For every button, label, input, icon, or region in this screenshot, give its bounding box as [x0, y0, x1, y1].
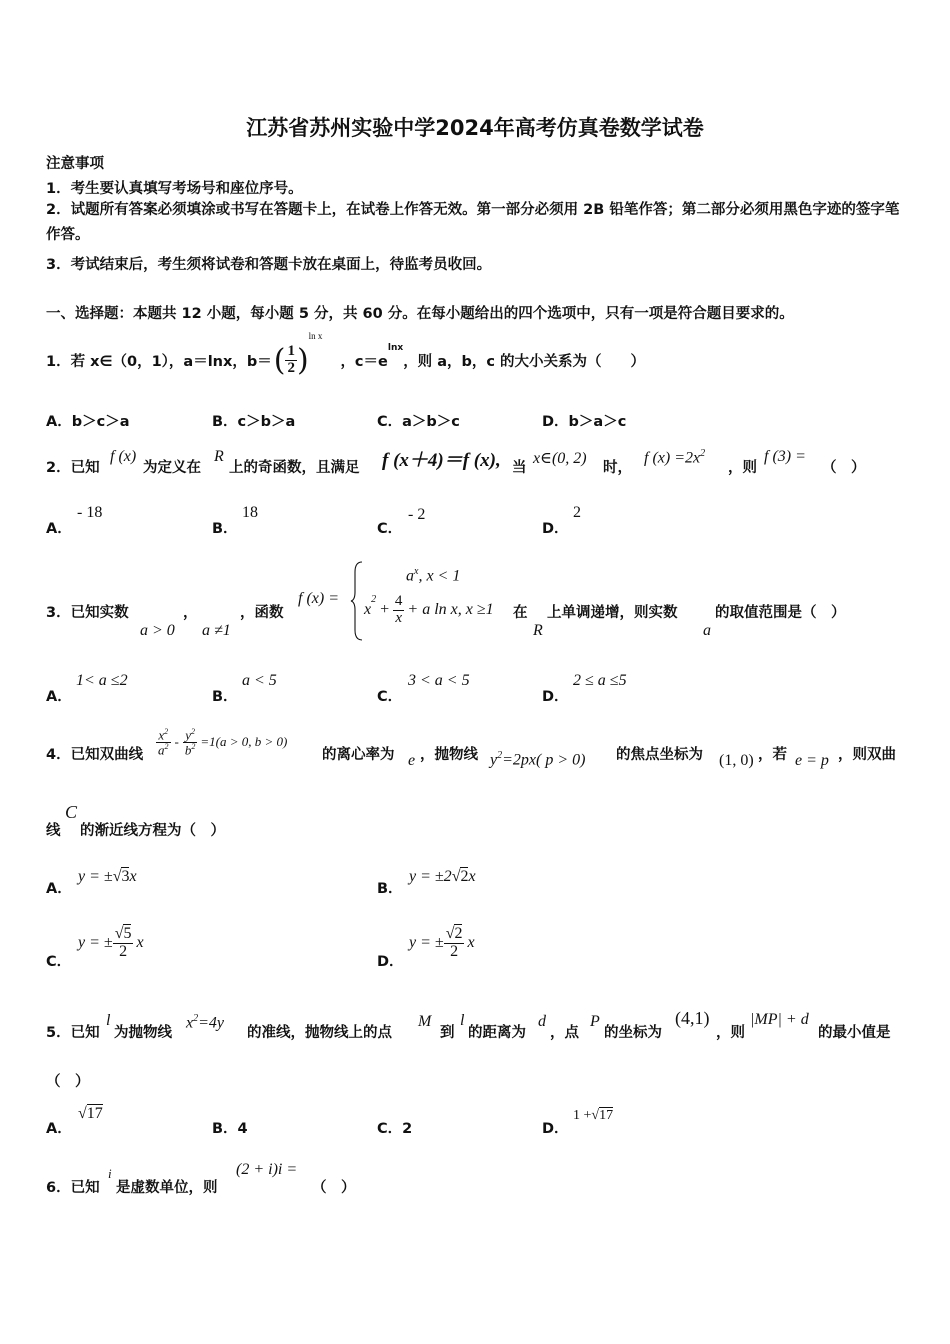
q4-parabola — [490, 750, 585, 769]
notice-heading: 注意事项 — [46, 156, 104, 172]
q5-text-3: 的准线，抛物线上的点 — [247, 1025, 392, 1041]
q3-text-5: 的取值范围是（ ） — [715, 605, 846, 621]
q2-text-7: （ ） — [822, 460, 866, 476]
q1-option-b[interactable]: B．c＞b＞a — [212, 414, 296, 430]
q5-d-pre: 1 + — [573, 1108, 592, 1123]
q4-option-a-value[interactable]: y = ±√3x — [78, 868, 137, 885]
q1-option-d[interactable]: D．b＞a＞c — [542, 414, 627, 430]
q5-text-4: 到 — [440, 1025, 455, 1041]
q4-c-den: 2 — [119, 942, 128, 960]
q5-eq-sup: 2 — [193, 1013, 199, 1024]
q3-option-c-letter[interactable]: C． — [377, 689, 403, 705]
notice-item-1: 1．考生要认真填写考场号和座位序号。 — [46, 181, 303, 197]
q4-hyperbola-eq — [156, 728, 287, 757]
q3-option-a-letter[interactable]: A． — [46, 689, 72, 705]
q5-l: l — [106, 1012, 111, 1029]
page-title: 江苏省苏州实验中学2024年高考仿真卷数学试卷 — [246, 116, 704, 140]
q2-text-1: 2．已知 — [46, 460, 100, 476]
q2-text-5: 时， — [603, 460, 632, 476]
q2-definition — [644, 448, 705, 467]
q3-case2-rest: + a ln x, x ≥1 — [407, 601, 494, 619]
q3-a-gt-0: a > 0 — [140, 622, 175, 639]
q1-option-c[interactable]: C．a＞b＞c — [377, 414, 460, 430]
q4-a-post: x — [129, 868, 137, 885]
q3-case1-cond: , x < 1 — [418, 567, 461, 585]
q5-option-d-value[interactable]: 1 +√17 — [573, 1108, 614, 1123]
q3-case2-num: 4 — [394, 593, 403, 609]
q4-frac-y — [183, 728, 198, 757]
q5-text-7: 的坐标为 — [604, 1025, 662, 1041]
q6-expr: (2 + i)i = — [236, 1161, 298, 1178]
q2-text-3: 上的奇函数，且满足 — [229, 460, 360, 476]
q4-option-c-letter[interactable]: C． — [46, 954, 72, 970]
q5-option-c[interactable]: C．2 — [377, 1121, 413, 1137]
q4-parab-rest: =2px( p > 0) — [502, 751, 586, 769]
q2-ask: f (3) = — [764, 448, 806, 465]
q4-text-8: 的渐近线方程为（ ） — [80, 823, 225, 839]
q1-c-exponent: lnx — [387, 343, 404, 353]
notice-item-2: 2．试题所有答案必须填涂或书写在答题卡上，在试卷上作答无效。第一部分必须用 2B 铅笔作答；第二部分必须用黑色字迹的签字笔作答。 — [46, 202, 900, 243]
q3-case2-x: x — [364, 601, 372, 619]
q1-text-3: ，则 a，b，c 的大小关系为（ ） — [403, 353, 646, 370]
q3-option-a-value[interactable]: 1< a ≤2 — [76, 672, 128, 689]
q1-paren-right: ) — [296, 342, 309, 378]
q4-e: e — [408, 752, 416, 769]
q4-c-pre: y = ± — [78, 934, 113, 952]
q3-text-1: 3．已知实数 — [46, 605, 129, 621]
q3-text-4: 上单调递增，则实数 — [547, 605, 678, 621]
q4-x-sup: 2 — [164, 727, 169, 736]
q4-text-3: ，抛物线 — [420, 747, 478, 763]
q3-case2-plus: + — [379, 601, 390, 619]
q4-e-eq-p: e = p — [795, 752, 829, 769]
q4-b-rad: 2 — [460, 868, 469, 885]
q5-text-2: 为抛物线 — [114, 1025, 172, 1041]
q5-eq-x: x — [186, 1014, 194, 1032]
q3-case1-base: a — [406, 567, 414, 585]
q2-text-4: 当 — [512, 460, 527, 476]
q4-text-4: 的焦点坐标为 — [616, 747, 703, 763]
q4-option-d-letter[interactable]: D． — [377, 954, 404, 970]
notice-item-3: 3．考试结束后，考生须将试卷和答题卡放在桌面上，待监考员收回。 — [46, 257, 492, 273]
q4-option-d-value[interactable]: y = ± $\frac{√2}{2}$ x — [409, 925, 475, 960]
q1-half-num: 1 — [287, 342, 295, 359]
q5-P: P — [590, 1013, 600, 1030]
q5-text-1: 5．已知 — [46, 1025, 100, 1041]
q2-def-body: f (x) =2x — [644, 449, 701, 467]
q4-text-1: 4．已知双曲线 — [46, 747, 144, 763]
q2-option-d-letter[interactable]: D． — [542, 521, 569, 537]
q5-M: M — [418, 1013, 432, 1030]
q4-b-sup: 2 — [191, 741, 196, 751]
q3-text-2: ，函数 — [240, 605, 284, 621]
q4-a-pre: y = ± — [78, 868, 113, 885]
q4-option-b-letter[interactable]: B． — [377, 881, 403, 897]
q2-R: R — [214, 448, 224, 465]
q5-eq-rest: =4y — [198, 1014, 225, 1032]
q4-b-pre: y = ±2 — [409, 868, 452, 885]
q6-text-1: 6．已知 — [46, 1180, 100, 1196]
q4-y: y — [185, 727, 191, 743]
q5-option-b[interactable]: B．4 — [212, 1121, 248, 1137]
q4-C: C — [65, 802, 78, 822]
q2-option-b-letter[interactable]: B． — [212, 521, 238, 537]
q4-a-rad: 3 — [121, 868, 130, 885]
q5-d: d — [538, 1013, 546, 1030]
q2-option-d-value[interactable]: 2 — [573, 504, 581, 521]
q5-coord: (4,1) — [675, 1008, 710, 1028]
q3-a-ne-1: a ≠1 — [202, 622, 231, 639]
q3-text-3: 在 — [513, 605, 528, 621]
q5-text-9: 的最小值是 — [818, 1025, 891, 1041]
q3-piecewise-brace — [350, 560, 364, 642]
q4-d-rad: 2 — [454, 925, 463, 942]
q2-text-6: ，则 — [728, 460, 757, 476]
q2-def-sup: 2 — [700, 448, 706, 459]
q5-d-rad: 17 — [599, 1108, 614, 1123]
q6-i: i — [108, 1166, 112, 1181]
q4-b-post: x — [468, 868, 476, 885]
q1-fraction-half — [285, 344, 297, 377]
q5-text-5: 的距离为 — [468, 1025, 526, 1041]
q4-a-sup: 2 — [164, 741, 169, 751]
q2-fx: f (x) — [110, 448, 137, 465]
q3-option-b-value[interactable]: a < 5 — [242, 672, 277, 689]
q2-range: x∈(0, 2) — [533, 450, 587, 467]
q3-a: a — [703, 622, 711, 639]
q4-option-c-value[interactable]: y = ± $\frac{√5}{2}$ x — [78, 925, 144, 960]
q5-l-2: l — [460, 1012, 465, 1029]
q4-d-pre: y = ± — [409, 934, 444, 952]
q4-x: x — [158, 727, 165, 743]
q4-eq-rest: =1(a > 0, b > 0) — [200, 734, 288, 750]
q3-comma: ， — [183, 605, 198, 621]
q5-option-a-letter[interactable]: A． — [46, 1121, 72, 1137]
q4-parab-sup: 2 — [497, 750, 503, 761]
q4-minus: - — [174, 734, 179, 750]
q3-option-c-value[interactable]: 3 < a < 5 — [408, 672, 470, 689]
q1-option-a[interactable]: A．b＞c＞a — [46, 414, 130, 430]
q5-expr: |MP| + d — [750, 1011, 809, 1028]
q2-option-c-letter[interactable]: C． — [377, 521, 403, 537]
q1-exponent: ln x — [308, 331, 323, 341]
q3-fx: f (x) = — [298, 590, 339, 607]
q4-d-post: x — [467, 934, 475, 952]
q4-text-6: ，则双曲 — [838, 747, 896, 763]
section-heading: 一、选择题：本题共 12 小题，每小题 5 分，共 60 分。在每小题给出的四个选项中，只有一项是符合题目要求的。 — [46, 306, 794, 322]
q2-option-b-value[interactable]: 18 — [242, 504, 258, 521]
q1-text-1: 1．若 x∈（0，1），a＝lnx，b＝ — [46, 353, 272, 370]
q6-text-3: （ ） — [312, 1180, 356, 1196]
q6-text-2: 是虚数单位，则 — [116, 1180, 218, 1196]
q4-option-b-value[interactable]: y = ±2√2x — [409, 868, 476, 885]
q3-R: R — [533, 622, 543, 639]
q2-condition: f (x＋4)＝f (x), — [382, 450, 501, 471]
q5-a-rad: 17 — [86, 1105, 103, 1122]
q4-frac-x — [156, 728, 171, 757]
q5-text-6: ，点 — [550, 1025, 579, 1041]
q3-option-d-value[interactable]: 2 ≤ a ≤5 — [573, 672, 627, 689]
q5-option-d-letter[interactable]: D． — [542, 1121, 569, 1137]
q4-y-sup: 2 — [190, 727, 195, 736]
q3-case2-den: x — [395, 609, 402, 626]
q1-half-den: 2 — [287, 359, 295, 376]
q4-text-5: ，若 — [758, 747, 787, 763]
q4-option-a-letter[interactable]: A． — [46, 881, 72, 897]
q2-text-2: 为定义在 — [143, 460, 201, 476]
q2-option-c-value[interactable]: - 2 — [408, 506, 426, 523]
q4-text-7: 线 — [46, 823, 61, 839]
q4-a: a — [158, 742, 165, 758]
q2-option-a-letter[interactable]: A． — [46, 521, 72, 537]
q5-parabola — [186, 1013, 224, 1032]
q2-option-a-value[interactable]: - 18 — [77, 504, 103, 521]
q3-case2-frac — [393, 594, 405, 627]
q3-case2-sup: 2 — [371, 594, 377, 605]
q4-c-rad: 5 — [123, 925, 132, 942]
q3-case1-sup: x — [414, 566, 419, 577]
q3-option-b-letter[interactable]: B． — [212, 689, 238, 705]
q4-c-post: x — [136, 934, 144, 952]
q4-b: b — [184, 742, 192, 758]
q4-text-2: 的离心率为 — [322, 747, 395, 763]
q3-option-d-letter[interactable]: D． — [542, 689, 569, 705]
q4-focus: (1, 0) — [719, 752, 754, 769]
q1-text-2: ，c＝e — [340, 353, 388, 370]
q3-case-1 — [406, 566, 460, 585]
q3-case-2 — [364, 594, 494, 627]
q5-text-10: （ ） — [46, 1074, 90, 1090]
q1-paren-left: ( — [273, 342, 286, 378]
q4-d-den: 2 — [450, 942, 459, 960]
q4-parab-y: y — [490, 751, 498, 769]
question-1 — [46, 331, 646, 385]
q5-text-8: ，则 — [716, 1025, 745, 1041]
q5-option-a-value[interactable]: √17 — [78, 1105, 103, 1122]
